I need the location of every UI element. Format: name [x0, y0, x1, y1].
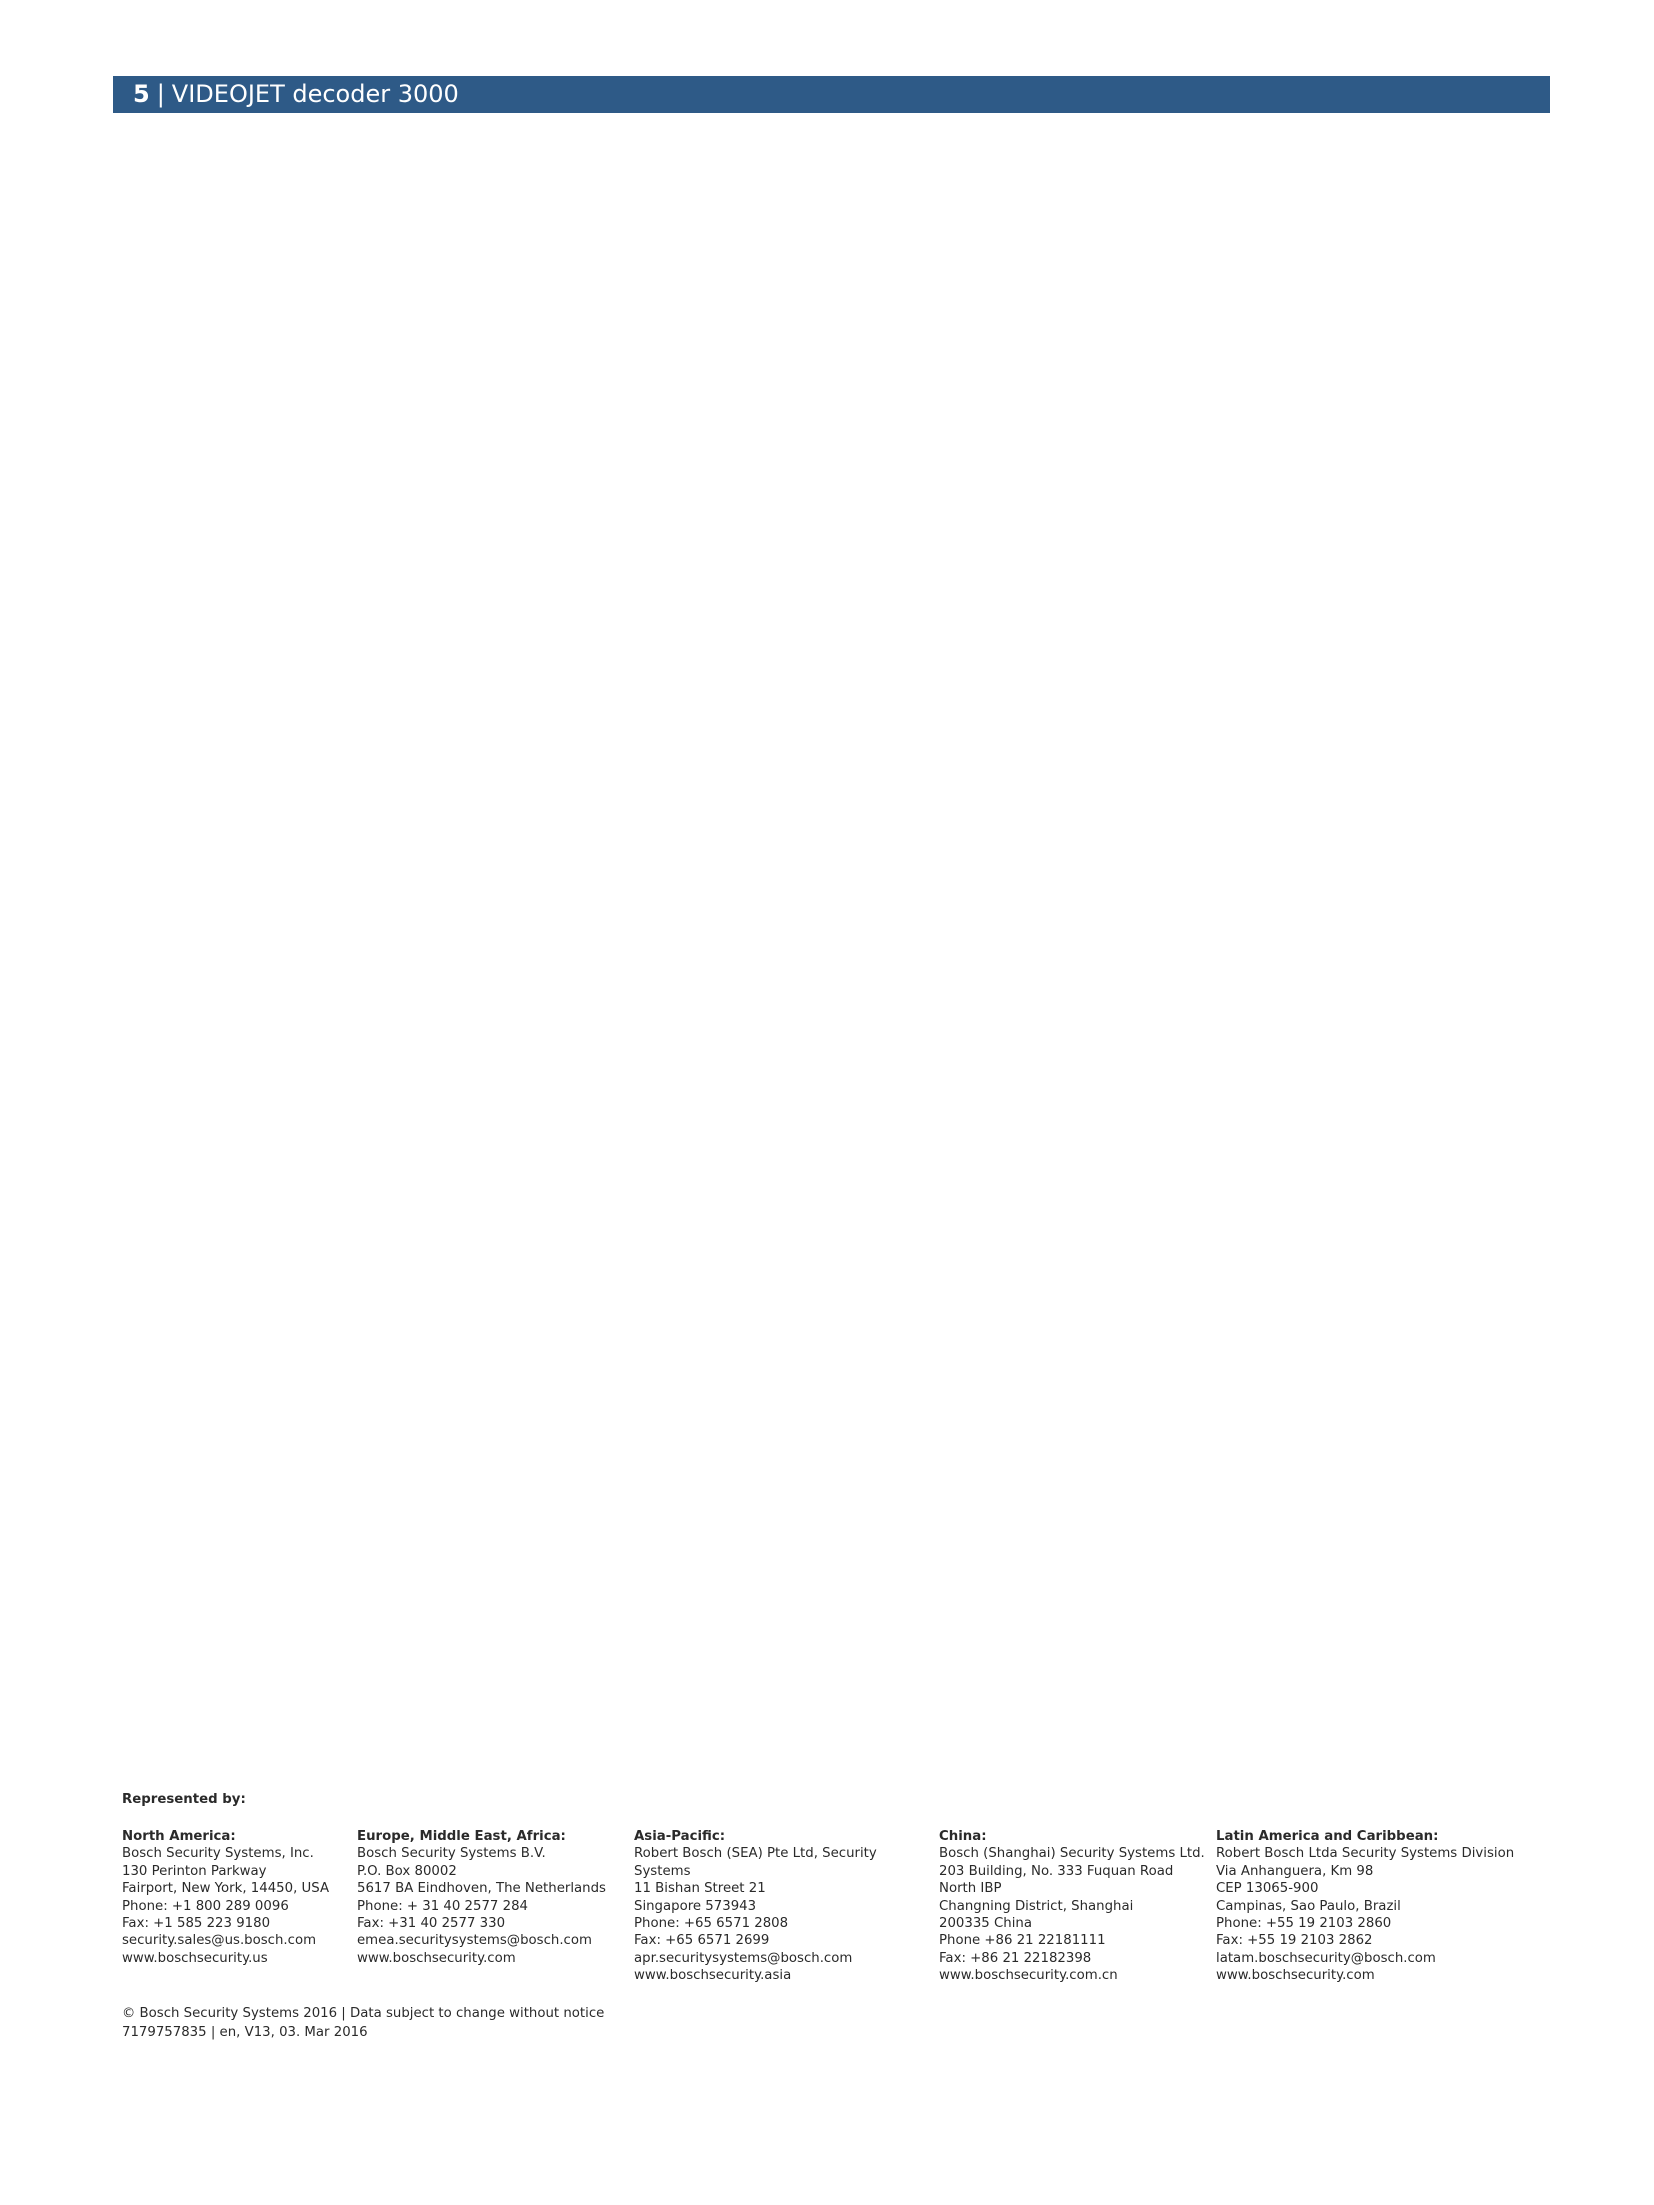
- office-address-line: 5617 BA Eindhoven, The Netherlands: [357, 1881, 606, 1897]
- office-email: latam.boschsecurity@bosch.com: [1216, 1950, 1436, 1966]
- office-asia-pacific: [634, 1828, 877, 1985]
- document-id: 7179757835 | en, V13, 03. Mar 2016: [122, 2024, 368, 2040]
- office-website: www.boschsecurity.com: [357, 1950, 516, 1966]
- office-address-line: Via Anhanguera, Km 98: [1216, 1863, 1374, 1879]
- office-region: Europe, Middle East, Africa:: [357, 1829, 566, 1844]
- represented-by-label: Represented by:: [122, 1792, 246, 1807]
- office-region: North America:: [122, 1829, 236, 1844]
- office-phone: Phone: +65 6571 2808: [634, 1916, 789, 1932]
- office-phone: Phone: + 31 40 2577 284: [357, 1898, 529, 1914]
- office-website: www.boschsecurity.com: [1216, 1968, 1375, 1984]
- office-company: Robert Bosch Ltda Security Systems Division: [1216, 1846, 1515, 1862]
- office-fax: Fax: +86 21 22182398: [939, 1950, 1092, 1966]
- office-company: Bosch Security Systems B.V.: [357, 1846, 546, 1862]
- office-fax: Fax: +55 19 2103 2862: [1216, 1933, 1373, 1949]
- office-china: [939, 1828, 1205, 1985]
- page-number: 5: [133, 80, 150, 108]
- office-company: Bosch Security Systems, Inc.: [122, 1846, 314, 1862]
- office-address-line: 200335 China: [939, 1916, 1032, 1932]
- office-address-line: Fairport, New York, 14450, USA: [122, 1881, 330, 1897]
- page-header-bar: [113, 76, 1550, 113]
- office-fax: Fax: +31 40 2577 330: [357, 1916, 506, 1932]
- office-latin-america: [1216, 1828, 1514, 1985]
- office-company: Robert Bosch (SEA) Pte Ltd, Security: [634, 1846, 877, 1862]
- office-phone: Phone: +1 800 289 0096: [122, 1898, 289, 1914]
- office-website: www.boschsecurity.com.cn: [939, 1968, 1118, 1984]
- office-address-line: P.O. Box 80002: [357, 1863, 457, 1879]
- office-fax: Fax: +65 6571 2699: [634, 1933, 770, 1949]
- office-address-line: 130 Perinton Parkway: [122, 1863, 267, 1879]
- office-email: security.sales@us.bosch.com: [122, 1933, 317, 1949]
- office-company: Bosch (Shanghai) Security Systems Ltd.: [939, 1846, 1205, 1862]
- office-region: Asia-Pacific:: [634, 1829, 726, 1844]
- office-address-line: CEP 13065-900: [1216, 1881, 1319, 1897]
- office-region: China:: [939, 1829, 987, 1844]
- office-phone: Phone +86 21 22181111: [939, 1933, 1106, 1949]
- office-company: Systems: [634, 1863, 691, 1879]
- office-address-line: Campinas, Sao Paulo, Brazil: [1216, 1898, 1401, 1914]
- office-website: www.boschsecurity.asia: [634, 1968, 792, 1984]
- office-address-line: 11 Bishan Street 21: [634, 1881, 766, 1897]
- office-north-america: [122, 1828, 329, 1967]
- document-title: VIDEOJET decoder 3000: [171, 80, 459, 108]
- office-email: emea.securitysystems@bosch.com: [357, 1933, 592, 1949]
- office-emea: [357, 1828, 606, 1967]
- header-separator: |: [156, 80, 165, 108]
- office-fax: Fax: +1 585 223 9180: [122, 1916, 271, 1932]
- footer: [122, 1791, 1542, 2040]
- copyright-notice: © Bosch Security Systems 2016 | Data subject to change without notice: [122, 2006, 605, 2021]
- office-address-line: Changning District, Shanghai: [939, 1898, 1134, 1914]
- office-address-line: Singapore 573943: [634, 1898, 757, 1914]
- office-email: apr.securitysystems@bosch.com: [634, 1950, 853, 1966]
- regional-offices: [122, 1828, 1542, 1988]
- office-address-line: 203 Building, No. 333 Fuquan Road: [939, 1863, 1174, 1879]
- office-address-line: North IBP: [939, 1881, 1002, 1897]
- office-website: www.boschsecurity.us: [122, 1950, 268, 1966]
- legal-notice: [122, 2005, 604, 2042]
- office-region: Latin America and Caribbean:: [1216, 1829, 1439, 1844]
- office-phone: Phone: +55 19 2103 2860: [1216, 1916, 1392, 1932]
